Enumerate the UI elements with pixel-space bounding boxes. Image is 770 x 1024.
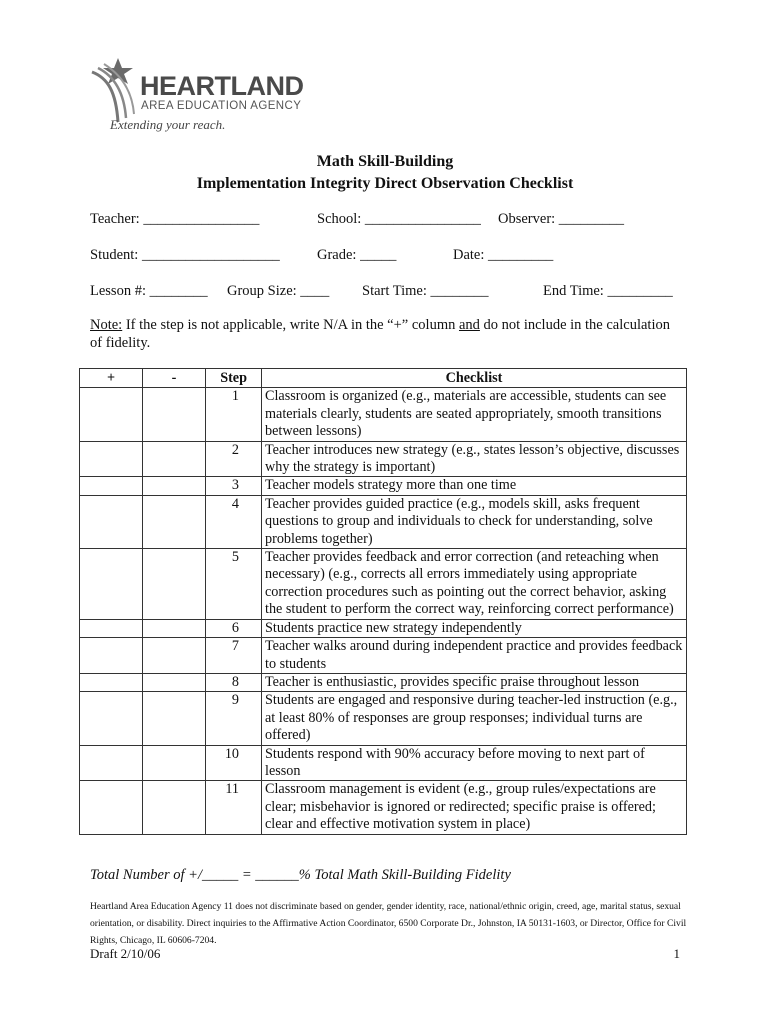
step-number: 5 [206,549,262,620]
heartland-logo [88,56,318,136]
note-text-after: do not include in the calculation of fidelity. [90,317,670,351]
star-swoosh-icon [88,56,148,126]
checklist-table [79,368,687,835]
table-row [80,781,687,834]
checklist-item: Students practice new strategy independently [262,619,687,637]
step-number: 9 [206,692,262,745]
page-number: 1 [673,946,680,961]
plus-cell[interactable] [80,388,143,441]
plus-cell[interactable] [80,781,143,834]
group-size-field[interactable]: Group Size: ____ [227,283,330,299]
checklist-item: Teacher provides feedback and error correction (and reteaching when necessary) (e.g., corrects all errors immediately using appropriate correction procedures such as pointing out the correct behavior, asking the student to perform the correct way, reinforcing correct performance) [262,549,687,620]
note-text-before: If the step is not applicable, write N/A in the “+” column [122,317,459,333]
checklist-item: Teacher provides guided practice (e.g., models skill, asks frequent questions to group and individuals to check for understanding, solve problems together) [262,495,687,548]
step-number: 2 [206,441,262,477]
checklist-header: Checklist [262,369,687,388]
minus-cell[interactable] [143,549,206,620]
plus-cell[interactable] [80,638,143,674]
minus-cell[interactable] [143,388,206,441]
plus-cell[interactable] [80,441,143,477]
teacher-field[interactable]: Teacher: ________________ [90,211,260,227]
end-time-field[interactable]: End Time: _________ [543,283,673,299]
minus-cell[interactable] [143,745,206,781]
page-title: Math Skill-Building [316,153,454,170]
table-row [80,745,687,781]
plus-cell[interactable] [80,673,143,691]
org-name: HEARTLAND [140,71,304,101]
plus-cell[interactable] [80,495,143,548]
minus-cell[interactable] [143,638,206,674]
page-subtitle: Implementation Integrity Direct Observation Checklist [196,175,574,192]
checklist-item: Students respond with 90% accuracy before moving to next part of lesson [262,745,687,781]
date-field[interactable]: Date: _________ [453,247,554,263]
grade-field[interactable]: Grade: _____ [317,247,397,263]
minus-cell[interactable] [143,619,206,637]
plus-cell[interactable] [80,549,143,620]
table-row [80,388,687,441]
plus-cell[interactable] [80,745,143,781]
tagline: Extending your reach. [110,117,226,132]
observer-field[interactable]: Observer: _________ [498,211,625,227]
minus-header: - [143,369,206,388]
plus-cell[interactable] [80,477,143,495]
table-row [80,549,687,620]
step-number: 10 [206,745,262,781]
step-number: 7 [206,638,262,674]
table-header-row [80,369,687,388]
step-number: 1 [206,388,262,441]
minus-cell[interactable] [143,477,206,495]
checklist-item: Classroom is organized (e.g., materials are accessible, students can see materials clearly, students are seated appropriately, smooth transitions between lessons) [262,388,687,441]
checklist-item: Classroom management is evident (e.g., group rules/expectations are clear; misbehavior is ignored or redirected; specific praise is offered; clear and effective motivation system in place) [262,781,687,834]
note-and: and [458,317,480,333]
total-fidelity-line: Total Number of +/_____ = ______% Total Math Skill-Building Fidelity [90,867,511,883]
school-field[interactable]: School: ________________ [317,211,481,227]
note-label: Note: [90,317,123,333]
draft-date: Draft 2/10/06 [90,946,161,961]
agency-name: AREA EDUCATION AGENCY [141,100,302,112]
minus-cell[interactable] [143,673,206,691]
table-row [80,619,687,637]
step-number: 8 [206,673,262,691]
start-time-field[interactable]: Start Time: ________ [362,283,489,299]
student-field[interactable]: Student: ___________________ [90,247,280,263]
minus-cell[interactable] [143,495,206,548]
checklist-item: Teacher models strategy more than one time [262,477,687,495]
lesson-field[interactable]: Lesson #: ________ [90,283,208,299]
checklist-item: Students are engaged and responsive during teacher-led instruction (e.g., at least 80% of responses are group responses; individual turns are offered) [262,692,687,745]
step-number: 6 [206,619,262,637]
step-number: 3 [206,477,262,495]
minus-cell[interactable] [143,781,206,834]
step-number: 4 [206,495,262,548]
checklist-item: Teacher walks around during independent practice and provides feedback to students [262,638,687,674]
checklist-item: Teacher introduces new strategy (e.g., states lesson’s objective, discusses why the strategy is important) [262,441,687,477]
plus-cell[interactable] [80,692,143,745]
table-row [80,441,687,477]
note [90,316,680,352]
minus-cell[interactable] [143,692,206,745]
plus-cell[interactable] [80,619,143,637]
table-row [80,477,687,495]
step-number: 11 [206,781,262,834]
checklist-item: Teacher is enthusiastic, provides specific praise throughout lesson [262,673,687,691]
table-row [80,638,687,674]
step-header: Step [206,369,262,388]
disclaimer: Heartland Area Education Agency 11 does not discriminate based on gender, gender identity, race, national/ethnic origin, creed, age, marital status, sexual orientation, or disability. Direct inquiries to the Affirmative Action Coordinator, 6500 Corporate Dr., Johnston, IA 50131-1603, or Director, Office for Civil Rights, Chicago, IL 60606-7204. [90,901,687,946]
plus-header: + [80,369,143,388]
minus-cell[interactable] [143,441,206,477]
table-row [80,673,687,691]
table-row [80,495,687,548]
table-row [80,692,687,745]
